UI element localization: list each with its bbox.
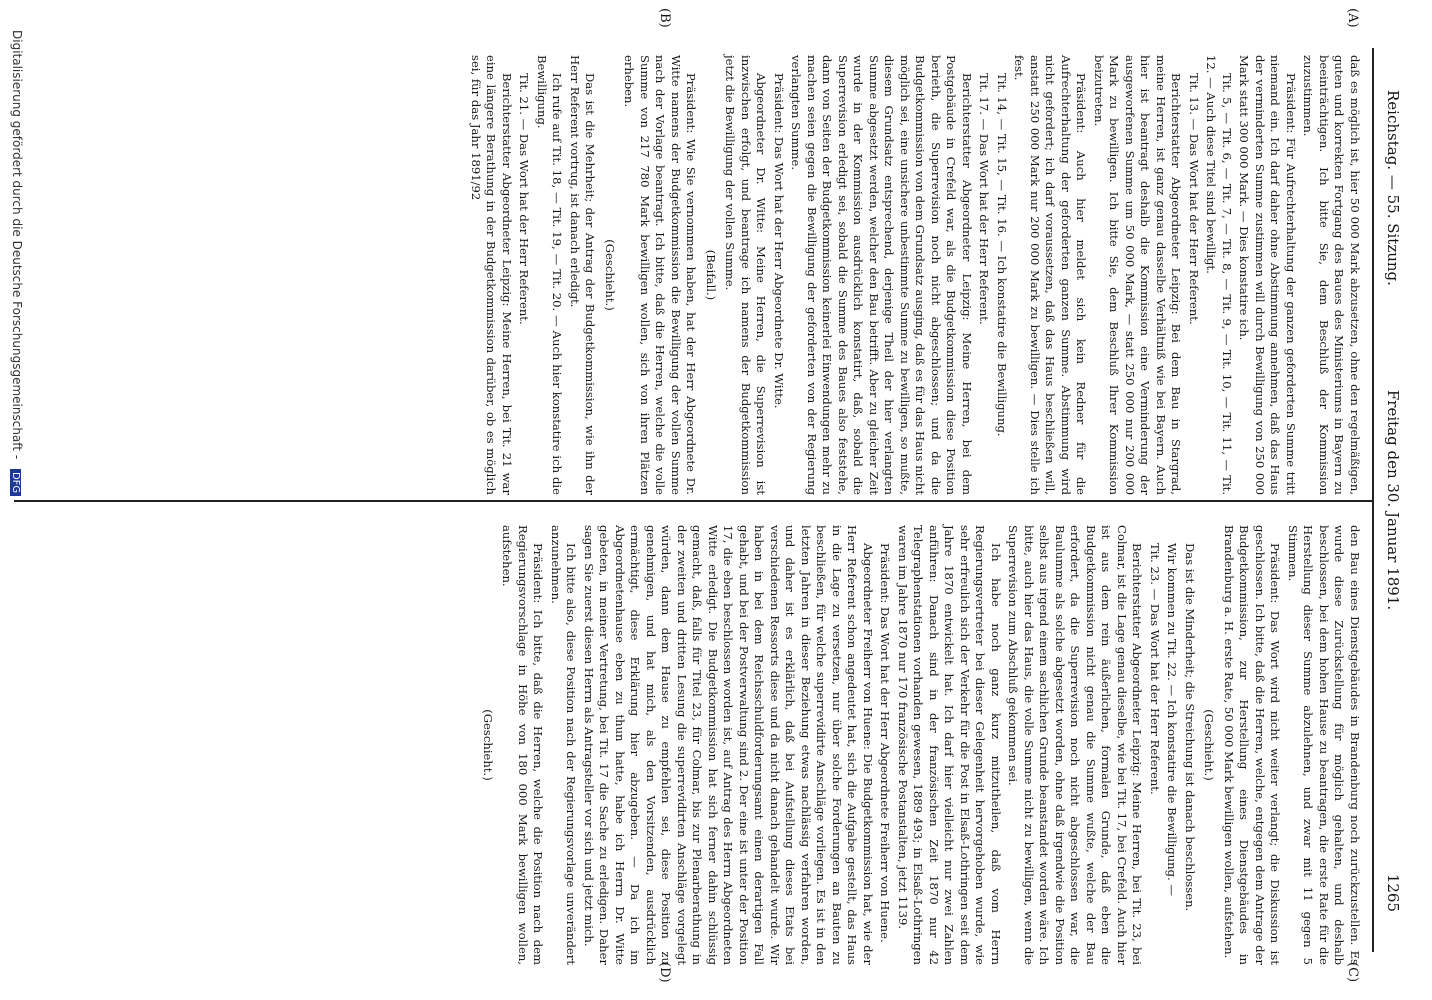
- stage-direction: (Geschieht.): [1202, 709, 1217, 781]
- margin-marker-a: (A): [1345, 8, 1360, 28]
- footer-text: Digitalisierung gefördert durch die Deutsche Forschungsgemeinschaft -: [10, 30, 24, 460]
- page-header: [1378, 48, 1402, 952]
- paragraph: Präsident: Auch hier meldet sich kein Redner für die Aufrechterhaltung der geforderten ganzen Summe. Abstimmung wird nicht gefordert; ich darf voraussetzen, daß das Haus beschließen will, anstatt 250 000 Mark nur 200 000 Mark zu bewilligen. — Dies stelle ich fest.: [1012, 55, 1089, 495]
- paragraph: Das ist die Minderheit; die Streichung ist danach beschlossen.: [1183, 543, 1197, 912]
- paragraph: Tit. 17. — Das Wort hat der Herr Referent.: [977, 73, 992, 325]
- paragraph: Wir kommen zu Tit. 22. — Ich konstatire die Bewilligung. —: [1165, 543, 1180, 897]
- paragraph: Präsident: Für Aufrechterhaltung der ganzen geforderten Summe tritt niemand ein. Ich darf daher ohne Abstimmung annehmen, daß das Haus der verminderten Summe zustimmen will durch Bewilligung von 250 000 Mark statt 300 000 Mark. — Dies konstatire ich.: [1237, 55, 1298, 495]
- margin-marker-c: (C): [1345, 962, 1360, 983]
- digitization-footer: [10, 30, 24, 496]
- paragraph: Präsident: Das Wort hat der Herr Abgeordnete Dr. Witte.: [772, 73, 786, 409]
- paragraph: Berichterstatter Abgeordneter Leipzig: Meine Herren, bei Tit. 23, bei Colmar, ist die Lage genau dieselbe, wie bei Tit. 17, bei Crefeld. Auch hier ist aus dem rein äußerlichen, formalen Grunde, daß eben die Budgetkommission nicht genau die Summe wußte, welche der Bau erfordert, da die Superrevision noch nicht abgeschlossen war, die Baulumme als solche abgesetzt worden, ohne daß irgendwie die Position selbst aus irgend einem sachlichen Grunde beanstandet worden wäre. Ich bitte, auch hier das Haus, die volle Summe nicht zu bewilligen, wenn die Superrevision zum Abschluß gekommen sei.: [1006, 525, 1145, 965]
- stage-direction: (Beifall.): [704, 249, 718, 301]
- paragraph: Präsident: Das Wort hat der Herr Abgeordnete Freiherr von Huene.: [878, 543, 893, 943]
- stage-direction: (Geschieht.): [481, 709, 495, 781]
- paragraph: Das ist die Mehrheit; der Antrag der Budgetkommission, wie ihn der Herr Referent vortrug, ist danach erledigt.: [568, 55, 598, 495]
- paragraph: Abgeordneter Freiherr von Huene: Die Budgetkommission hat, wie der Herr Referent schon angedeutet hat, sich die Aufgabe gestellt, das Haus in die Lage zu versetzen, nur über solche Forderungen an Bauten zu beschließen, für welche superrevidirte Anschläge vorliegen. Es ist in den letzten Jahren in dieser Beziehung etwas nachlässig verfahren worden, und daher ist es erklärlich, daß bei Aufstellung dieses Etats bei verschiedenen Ressorts diese und da nicht danach gehandelt wurde. Wir haben in bei dem Reichsschuldforderungsamt einen derartigen Fall gehabt, und bei der Postverwaltung sind 2. Der eine ist unter der Position 17, die eben beschlossen worden ist, auf Antrag des Herrn Abgeordneten Witte erledigt. Die Budgetkommission hat sich ferner dahin schlüssig gemacht, daß, falls für Titel 23, für Colmar, bis zur Plenarberathung in der zweiten und dritten Lesung die superrevidirten Anschläge vorgelegt würden, dann dem Hause zu empfehlen sei, diese Position zu genehmigen, und hat mich, als den Vorsitzenden, ausdrücklich ermächtigt, diese Erklärung hier abzugeben. — Da ich im Abgeordnetenhause eben zu thun hatte, habe ich Herrn Dr. Witte gebeten, in meiner Vertretung, bei Tit. 17 die Sache zu erledigen. Daher sagen Sie zuerst diesen Herrn als Antragsteller vor sich und jetzt mich.: [582, 525, 875, 965]
- paragraph: Tit. 13. — Das Wort hat der Herr Referent.: [1187, 73, 1201, 325]
- paragraph: Tit. 5, — Tit. 6, — Tit. 7, — Tit. 8, — Tit. 9, — Tit. 10, — Tit. 11, — Tit. 12. — Auch diese Titel sind bewilligt.: [1204, 55, 1234, 495]
- paragraph: den Bau eines Dienstgebäudes in Brandenburg noch zurückzustellen. Es wurde diese Zurückstellung für möglich gehalten, und deshalb beschlossen, bei dem hohen Hause zu beantragen, die erste Rate für die Herstellung dieser Summe abzulehnen, und zwar mit 11 gegen 5 Stimmen.: [1286, 525, 1362, 965]
- page-number: 1265: [1384, 873, 1402, 912]
- paragraph: Berichterstatter Abgeordneter Leipzig: Bei dem Bau in Stargrad, meine Herren, ist ganz genau dasselbe Verhältniß wie bei Bayern. Auch hier ist beantragt deshalb die Kommission eine Verminderung der ausgeworfenen Summe um 50 000 Mark, — statt 250 000 nur 200 000 Mark zu bewilligen. Ich bitte Sie, dem Beschluß Ihrer Kommission beizutreten.: [1092, 55, 1184, 495]
- paragraph: Ich rufe auf Tit. 18, — Tit. 19, — Tit. 20. — Auch hier konstatire ich die Bewilligung.: [535, 55, 565, 495]
- header-left: Reichstag. — 55. Sitzung.: [1384, 90, 1402, 286]
- header-date: Freitag den 30. Januar 1891.: [1384, 389, 1402, 611]
- paragraph: Tit. 23. — Das Wort hat der Herr Referent.: [1148, 543, 1162, 795]
- column-divider: [14, 500, 1374, 502]
- stage-direction: (Geschieht.): [603, 239, 617, 311]
- paragraph: Präsident: Das Wort wird nicht weiter verlangt; die Diskussion ist geschlossen. Ich bitte, daß die Herren, welche, entgegen dem Antrage der Budgetkommission, zur Herstellung eines Dienstgebäudes in Brandenburg a. H. erste Rate, 50 000 Mark bewilligen wollen, aufstehen.: [1222, 525, 1283, 965]
- paragraph: daß es möglich ist, hier 50 000 Mark abzusetzen, ohne den regelmäßigen, guten und korrekten Fortgang des Baues des Ministeriums in Bayern zu beeinträchtigen. Ich bitte Sie, dem Beschluß der Kommission zuzustimmen.: [1301, 55, 1362, 495]
- paragraph: Präsident: Wie Sie vernommen haben, hat der Herr Abgeordnete Dr. Witte namens der Budgetkommission die Bewilligung der vollen Summe nach der Vorlage beantragt. Ich bitte, daß die Herren, welche die volle Summe von 217 780 Mark bewilligen wollen, sich von ihren Plätzen erheben.: [622, 55, 699, 495]
- margin-marker-b: (B): [657, 8, 672, 28]
- paragraph: Berichterstatter Abgeordneter Leipzig: Meine Herren, bei dem Postgebäude in Crefeld war, als die Budgetkommission diese Position berieth, die Superrevision noch nicht abgeschlossen; und da die Budgetkommission von dem Grundsatz ausging, daß es für das Haus nicht möglich sei, eine unsichere unbestimmte Summe zu bewilligen, so mußte, diesem Grundsatz entsprechend, derjenige Theil der hier verlangten Summe abgesetzt werden, welcher den Bau betrifft. Aber zu gleicher Zeit wurde in der Kommission ausdrücklich konstatirt, daß, sobald die Superrevision erledigt sei, sobald die Summe des Baues also feststehe, dann von Seiten der Budgetkommission keinerlei Einwendungen mehr zu machen seien gegen die Bewilligung der geforderten von der Regierung verlangten Summe.: [789, 55, 974, 495]
- margin-marker-d: (D): [657, 962, 672, 983]
- paragraph: Ich bitte also, diese Position nach der Regierungsvorlage unverändert anzunehmen.: [549, 525, 579, 965]
- paragraph: Präsident: Ich bitte, daß die Herren, welche die Position nach dem Regierungsvorschlage in Höhe von 180 000 Mark bewilligen wollen, aufstehen.: [500, 525, 546, 965]
- paragraph: Tit. 14, — Tit. 15, — Tit. 16. — Ich konstatire die Bewilligung.: [995, 73, 1009, 437]
- paragraph: Ich habe noch ganz kurz mitzutheilen, daß vom Herrn Regierungsvertreter bei dieser Gelegenheit hervorgehoben wurde, wie sehr erfreulich sich der Verkehr für die Post in Elsaß-Lothringen seit dem Jahre 1870 entwickelt hat. Ich darf hier vielleicht nur zwei Zahlen anführen: Danach sind in der französischen Zeit 1870 nur 42 Telegraphenstationen vorhanden gewesen, 1889 493; in Elsaß-Lothringen waren im Jahre 1870 nur 170 französische Postanstalten, jetzt 1139.: [896, 525, 1003, 965]
- paragraph: Abgeordneter Dr. Witte: Meine Herren, die Superrevision ist inzwischen erfolgt, und beantrage ich namens der Budgetkommission jetzt die Bewilligung der vollen Summe.: [723, 55, 769, 495]
- paragraph: Berichterstatter Abgeordneter Leipzig: Meine Herren, bei Tit. 21 war eine längere Berathung in der Budgetkommission darüber, ob es möglich sei, für das Jahr 1891/92: [469, 55, 514, 495]
- dfg-logo: DFG: [10, 469, 21, 496]
- right-column: [476, 525, 1363, 965]
- paragraph: Tit. 21. — Das Wort hat der Herr Referent.: [517, 73, 532, 325]
- left-column: [466, 55, 1363, 495]
